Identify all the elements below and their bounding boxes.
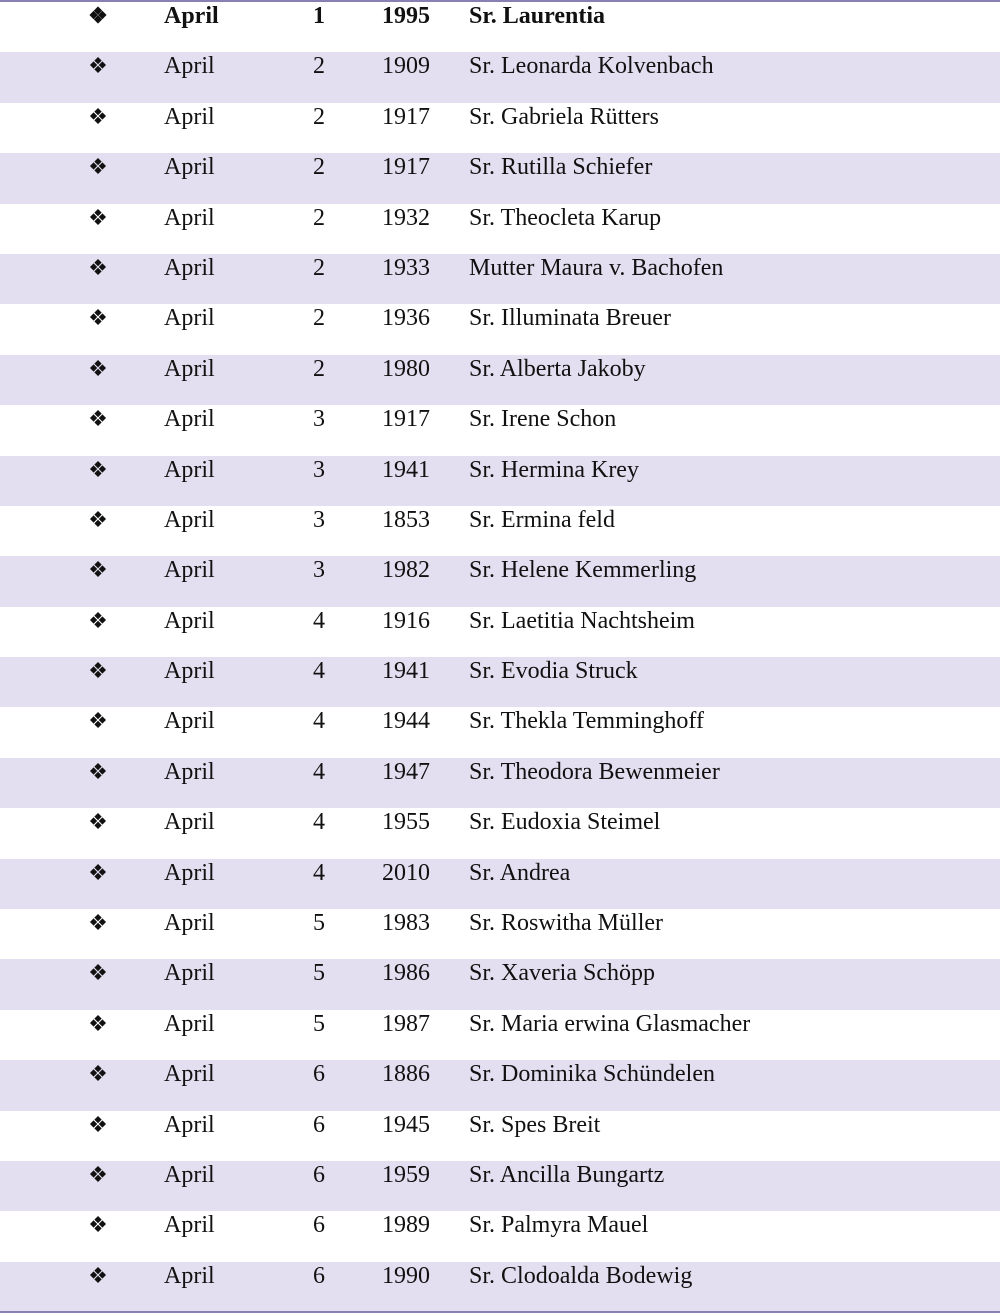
day-cell: 4 xyxy=(313,607,325,634)
bullet-icon: ❖ xyxy=(88,1111,108,1137)
table-row xyxy=(0,153,1000,203)
day-cell: 2 xyxy=(313,254,325,281)
name-cell: Mutter Maura v. Bachofen xyxy=(469,254,724,281)
bullet-icon: ❖ xyxy=(88,658,108,684)
month-cell: April xyxy=(164,305,215,332)
month-cell: April xyxy=(164,1262,215,1289)
day-cell: 6 xyxy=(313,1061,325,1088)
name-cell: Sr. Dominika Schündelen xyxy=(469,1061,715,1088)
month-cell: April xyxy=(164,1061,215,1088)
day-cell: 6 xyxy=(313,1161,325,1188)
day-cell: 6 xyxy=(313,1212,325,1239)
bullet-icon: ❖ xyxy=(88,254,108,280)
year-cell: 1909 xyxy=(382,53,430,80)
year-cell: 1932 xyxy=(382,204,430,231)
table-row xyxy=(0,657,1000,707)
year-cell: 1986 xyxy=(382,960,430,987)
year-cell: 1982 xyxy=(382,557,430,584)
year-cell: 1987 xyxy=(382,1010,430,1037)
name-cell: Sr. Maria erwina Glasmacher xyxy=(469,1010,751,1037)
day-cell: 4 xyxy=(313,859,325,886)
bullet-icon: ❖ xyxy=(88,1262,108,1288)
table-row xyxy=(0,254,1000,304)
month-cell: April xyxy=(164,658,215,685)
year-cell: 1936 xyxy=(382,305,430,332)
month-cell: April xyxy=(164,1161,215,1188)
year-cell: 1947 xyxy=(382,758,430,785)
table-row xyxy=(0,456,1000,506)
month-cell: April xyxy=(164,1111,215,1138)
bullet-icon: ❖ xyxy=(88,305,108,331)
name-cell: Sr. Thekla Temminghoff xyxy=(469,708,704,735)
bullet-icon: ❖ xyxy=(88,809,108,835)
year-cell: 1959 xyxy=(382,1161,430,1188)
day-cell: 4 xyxy=(313,658,325,685)
table-row xyxy=(0,506,1000,556)
year-cell: 1917 xyxy=(382,406,430,433)
year-cell: 1990 xyxy=(382,1262,430,1289)
month-cell: April xyxy=(164,708,215,735)
name-cell: Sr. Laetitia Nachtsheim xyxy=(469,607,695,634)
month-cell: April xyxy=(164,607,215,634)
year-cell: 1955 xyxy=(382,809,430,836)
name-cell: Sr. Gabriela Rütters xyxy=(469,103,659,130)
name-cell: Sr. Clodoalda Bodewig xyxy=(469,1262,693,1289)
name-cell: Sr. Leonarda Kolvenbach xyxy=(469,53,714,80)
table-row xyxy=(0,1211,1000,1261)
name-cell: Sr. Roswitha Müller xyxy=(469,910,664,937)
name-cell: Sr. Evodia Struck xyxy=(469,658,638,685)
day-cell: 2 xyxy=(313,355,325,382)
day-cell: 5 xyxy=(313,910,325,937)
bullet-icon: ❖ xyxy=(88,1161,108,1187)
year-cell: 1989 xyxy=(382,1212,430,1239)
day-cell: 4 xyxy=(313,809,325,836)
table-row xyxy=(0,204,1000,254)
name-cell: Sr. Laurentia xyxy=(469,3,606,29)
name-cell: Sr. Eudoxia Steimel xyxy=(469,809,661,836)
table-row xyxy=(0,304,1000,354)
year-cell: 1853 xyxy=(382,506,430,533)
bullet-icon: ❖ xyxy=(88,355,108,381)
day-cell: 1 xyxy=(313,3,325,29)
name-cell: Sr. Alberta Jakoby xyxy=(469,355,646,382)
table-row xyxy=(0,707,1000,757)
table-row xyxy=(0,1010,1000,1060)
name-cell: Sr. Rutilla Schiefer xyxy=(469,154,653,181)
bullet-icon: ❖ xyxy=(88,204,108,230)
table-row xyxy=(0,355,1000,405)
name-cell: Sr. Andrea xyxy=(469,859,571,886)
day-cell: 5 xyxy=(313,1010,325,1037)
bullet-icon: ❖ xyxy=(88,406,108,432)
day-cell: 4 xyxy=(313,708,325,735)
month-cell: April xyxy=(164,1212,215,1239)
month-cell: April xyxy=(164,456,215,483)
table-row xyxy=(0,1060,1000,1110)
name-cell: Sr. Ancilla Bungartz xyxy=(469,1161,665,1188)
month-cell: April xyxy=(164,1010,215,1037)
table-row xyxy=(0,758,1000,808)
day-cell: 2 xyxy=(313,305,325,332)
day-cell: 2 xyxy=(313,154,325,181)
table-row xyxy=(0,859,1000,909)
bullet-icon: ❖ xyxy=(88,960,108,986)
table-row xyxy=(0,52,1000,102)
table-row xyxy=(0,1111,1000,1161)
bullet-icon: ❖ xyxy=(88,859,108,885)
bullet-icon: ❖ xyxy=(88,1212,108,1238)
month-cell: April xyxy=(164,355,215,382)
bullet-icon: ❖ xyxy=(88,506,108,532)
year-cell: 1944 xyxy=(382,708,430,735)
name-cell: Sr. Illuminata Breuer xyxy=(469,305,671,332)
day-cell: 2 xyxy=(313,103,325,130)
year-cell: 1917 xyxy=(382,103,430,130)
bullet-icon: ❖ xyxy=(88,910,108,936)
bullet-icon: ❖ xyxy=(88,607,108,633)
day-cell: 6 xyxy=(313,1111,325,1138)
table-row xyxy=(0,1161,1000,1211)
bullet-icon: ❖ xyxy=(88,1010,108,1036)
year-cell: 1917 xyxy=(382,154,430,181)
name-cell: Sr. Theocleta Karup xyxy=(469,204,662,231)
day-cell: 3 xyxy=(313,557,325,584)
bullet-icon: ❖ xyxy=(88,53,108,79)
day-cell: 6 xyxy=(313,1262,325,1289)
month-cell: April xyxy=(164,3,219,29)
month-cell: April xyxy=(164,154,215,181)
month-cell: April xyxy=(164,254,215,281)
year-cell: 1980 xyxy=(382,355,430,382)
bullet-icon: ❖ xyxy=(88,103,108,129)
year-cell: 1916 xyxy=(382,607,430,634)
month-cell: April xyxy=(164,557,215,584)
name-cell: Sr. Palmyra Mauel xyxy=(469,1212,649,1239)
name-cell: Sr. Irene Schon xyxy=(469,406,617,433)
bullet-icon: ❖ xyxy=(88,708,108,734)
table-row xyxy=(0,959,1000,1009)
year-cell: 1886 xyxy=(382,1061,430,1088)
name-cell: Sr. Xaveria Schöpp xyxy=(469,960,655,987)
month-cell: April xyxy=(164,204,215,231)
table-row xyxy=(0,808,1000,858)
bullet-icon: ❖ xyxy=(88,154,108,180)
bullet-icon: ❖ xyxy=(88,1061,108,1087)
table-row xyxy=(0,909,1000,959)
day-cell: 4 xyxy=(313,758,325,785)
month-cell: April xyxy=(164,103,215,130)
name-cell: Sr. Ermina feld xyxy=(469,506,615,533)
name-cell: Sr. Theodora Bewenmeier xyxy=(469,758,720,785)
day-cell: 3 xyxy=(313,406,325,433)
bullet-icon: ❖ xyxy=(88,557,108,583)
year-cell: 2010 xyxy=(382,859,430,886)
day-cell: 3 xyxy=(313,456,325,483)
year-cell: 1941 xyxy=(382,658,430,685)
bullet-icon: ❖ xyxy=(88,758,108,784)
table-row xyxy=(0,2,1000,52)
year-cell: 1941 xyxy=(382,456,430,483)
month-cell: April xyxy=(164,406,215,433)
month-cell: April xyxy=(164,910,215,937)
day-cell: 2 xyxy=(313,204,325,231)
table-row xyxy=(0,103,1000,153)
month-cell: April xyxy=(164,53,215,80)
month-cell: April xyxy=(164,859,215,886)
table-row xyxy=(0,556,1000,606)
table-row xyxy=(0,607,1000,657)
name-cell: Sr. Helene Kemmerling xyxy=(469,557,697,584)
bullet-icon: ❖ xyxy=(88,3,108,28)
day-cell: 5 xyxy=(313,960,325,987)
year-cell: 1945 xyxy=(382,1111,430,1138)
memorial-table xyxy=(0,2,1000,1312)
month-cell: April xyxy=(164,809,215,836)
name-cell: Sr. Spes Breit xyxy=(469,1111,601,1138)
month-cell: April xyxy=(164,758,215,785)
year-cell: 1983 xyxy=(382,910,430,937)
table-row xyxy=(0,1262,1000,1312)
year-cell: 1995 xyxy=(382,3,430,29)
month-cell: April xyxy=(164,506,215,533)
table-bottom-border xyxy=(0,1311,1000,1313)
day-cell: 2 xyxy=(313,53,325,80)
name-cell: Sr. Hermina Krey xyxy=(469,456,639,483)
year-cell: 1933 xyxy=(382,254,430,281)
table-row xyxy=(0,405,1000,455)
month-cell: April xyxy=(164,960,215,987)
day-cell: 3 xyxy=(313,506,325,533)
bullet-icon: ❖ xyxy=(88,456,108,482)
